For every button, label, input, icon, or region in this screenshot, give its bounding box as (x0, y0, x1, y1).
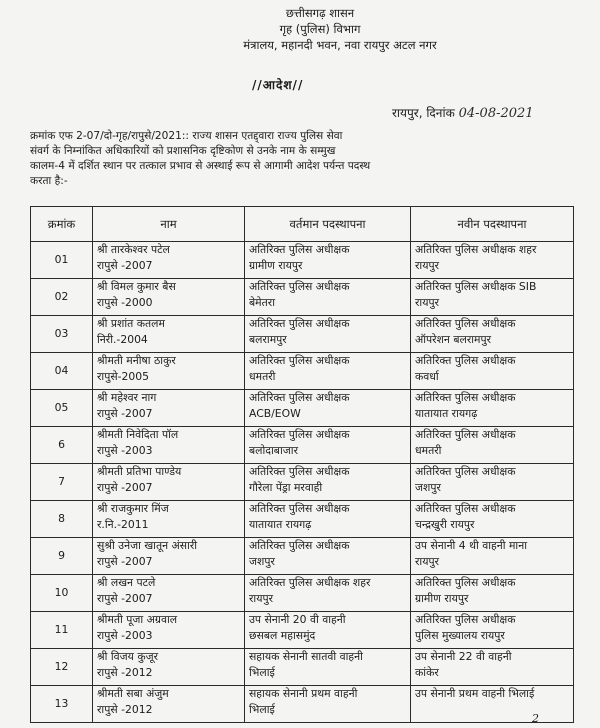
order-title: //आदेश// (252, 78, 304, 92)
table-row (31, 686, 574, 723)
cell-serial-line: 01 (54, 253, 69, 266)
cell-current-posting-line: अतिरिक्त पुलिस अधीक्षक (249, 317, 350, 330)
cell-name-line: रापुसे -2000 (97, 296, 153, 309)
cell-serial-line: 6 (58, 438, 65, 451)
cell-name-line: रापुसे -2003 (97, 629, 153, 642)
cell-new-posting (411, 279, 574, 316)
cell-serial (31, 464, 93, 501)
cell-current-posting (245, 612, 411, 649)
header-serial: क्रमांक (31, 207, 93, 242)
cell-serial-line: 8 (58, 512, 65, 525)
date-label: रायपुर, दिनांक (392, 106, 455, 120)
cell-serial (31, 316, 93, 353)
cell-name-line: श्री विमल कुमार बैस (97, 280, 176, 293)
cell-name-line: रापुसे -2007 (97, 555, 153, 568)
cell-current-posting (245, 501, 411, 538)
cell-current-posting (245, 279, 411, 316)
cell-name (93, 427, 245, 464)
cell-new-posting-line: अतिरिक्त पुलिस अधीक्षक (415, 576, 516, 589)
cell-serial-line: 7 (58, 475, 65, 488)
cell-serial-line: 03 (54, 327, 69, 340)
header-current-posting: वर्तमान पदस्थापना (245, 207, 411, 242)
cell-new-posting (411, 686, 574, 723)
header-department: गृह (पुलिस) विभाग (279, 22, 361, 36)
table-row (31, 649, 574, 686)
cell-name-line: र.नि.-2011 (97, 518, 149, 531)
cell-name-line: रापुसे -2012 (97, 666, 153, 679)
cell-new-posting-line: रायपुर (415, 296, 440, 309)
cell-name-line: श्री राजकुमार मिंज (97, 502, 169, 515)
cell-new-posting-line: उप सेनानी 22 वी वाहनी (415, 650, 512, 663)
cell-current-posting (245, 538, 411, 575)
cell-name (93, 649, 245, 686)
cell-new-posting (411, 612, 574, 649)
cell-name-line: सुश्री उनेजा खातून अंसारी (97, 539, 198, 552)
date-value: 04-08-2021 (458, 106, 534, 121)
cell-serial (31, 353, 93, 390)
cell-name (93, 279, 245, 316)
table-row (31, 501, 574, 538)
cell-current-posting-line: अतिरिक्त पुलिस अधीक्षक (249, 539, 350, 552)
cell-serial-line: 10 (54, 586, 69, 599)
cell-current-posting-line: अतिरिक्त पुलिस अधीक्षक (249, 280, 350, 293)
table-row (31, 612, 574, 649)
cell-current-posting-line: उप सेनानी 20 वी वाहनी (249, 613, 346, 626)
cell-name (93, 464, 245, 501)
cell-name (93, 316, 245, 353)
cell-current-posting (245, 242, 411, 279)
transfer-table (30, 206, 574, 723)
cell-new-posting-line: रायपुर (415, 259, 440, 272)
table-body (31, 242, 574, 723)
cell-name-line: श्रीमती प्रतिभा पाण्डेय (97, 465, 182, 478)
paragraph-line: संवर्ग के निम्नांकित अधिकारियों को प्रशासनिक दृष्टिकोण से उनके नाम के सम्मुख (30, 145, 336, 157)
cell-new-posting-line: रायपुर (415, 555, 440, 568)
table-row (31, 464, 574, 501)
cell-current-posting-line: बेमेतरा (249, 296, 275, 309)
cell-name (93, 538, 245, 575)
cell-name-line: रापुसे -2007 (97, 407, 153, 420)
cell-new-posting-line: अतिरिक्त पुलिस अधीक्षक (415, 428, 516, 441)
paragraph-line: कालम-4 में दर्शित स्थान पर तत्काल प्रभाव से अस्थाई रूप से आगामी आदेश पर्यन्त पदस्थ (30, 160, 371, 172)
cell-serial-line: 05 (54, 401, 69, 414)
order-paragraph (30, 129, 572, 189)
cell-serial (31, 279, 93, 316)
cell-new-posting-line: अतिरिक्त पुलिस अधीक्षक (415, 613, 516, 626)
cell-serial (31, 242, 93, 279)
cell-new-posting-line: उप सेनानी 4 थी वाहनी माना (415, 539, 528, 552)
cell-name-line: श्रीमती पूजा अग्रवाल (97, 613, 178, 626)
cell-current-posting-line: अतिरिक्त पुलिस अधीक्षक (249, 243, 350, 256)
cell-new-posting-line: अतिरिक्त पुलिस अधीक्षक (415, 465, 516, 478)
cell-new-posting-line: कांकेर (415, 666, 439, 679)
cell-current-posting-line: ग्रामीण रायपुर (249, 259, 303, 272)
cell-current-posting-line: भिलाई (249, 703, 275, 716)
cell-name-line: रापुसे -2007 (97, 481, 153, 494)
table-header-row (31, 207, 574, 242)
table-row (31, 279, 574, 316)
cell-serial-line: 9 (58, 549, 65, 562)
cell-current-posting-line: भिलाई (249, 666, 275, 679)
cell-name-line: रापुसे-2005 (97, 370, 150, 383)
table-row (31, 242, 574, 279)
cell-new-posting (411, 390, 574, 427)
order-date (392, 104, 534, 121)
cell-name-line: रापुसे -2003 (97, 444, 153, 457)
cell-serial-line: 12 (54, 660, 69, 673)
cell-new-posting-line: धमतरी (415, 444, 442, 457)
table-row (31, 353, 574, 390)
table-row (31, 427, 574, 464)
cell-new-posting-line: अतिरिक्त पुलिस अधीक्षक SIB (415, 280, 537, 293)
cell-new-posting-line: अतिरिक्त पुलिस अधीक्षक (415, 502, 516, 515)
cell-current-posting-line: अतिरिक्त पुलिस अधीक्षक (249, 502, 350, 515)
cell-name-line: रापुसे -2007 (97, 592, 153, 605)
cell-serial-line: 04 (54, 364, 69, 377)
table-row (31, 538, 574, 575)
cell-current-posting-line: बलोदाबाजार (249, 444, 298, 457)
cell-current-posting-line: सहायक सेनानी प्रथम वाहनी (249, 687, 358, 700)
cell-current-posting (245, 575, 411, 612)
cell-serial (31, 427, 93, 464)
header-new-posting: नवीन पदस्थापना (411, 207, 574, 242)
cell-name-line: श्री विजय कुजूर (97, 650, 159, 663)
cell-name-line: श्री महेश्वर नाग (97, 391, 157, 404)
cell-current-posting-line: अतिरिक्त पुलिस अधीक्षक शहर (249, 576, 371, 589)
cell-current-posting-line: अतिरिक्त पुलिस अधीक्षक (249, 354, 350, 367)
paragraph-line: करता है:- (30, 175, 68, 187)
header-government: छत्तीसगढ़ शासन (285, 6, 355, 20)
cell-serial (31, 501, 93, 538)
cell-new-posting (411, 242, 574, 279)
cell-current-posting-line: रायपुर (249, 592, 274, 605)
cell-name (93, 242, 245, 279)
cell-name (93, 612, 245, 649)
cell-new-posting-line: अतिरिक्त पुलिस अधीक्षक (415, 391, 516, 404)
cell-serial (31, 538, 93, 575)
cell-new-posting-line: ग्रामीण रायपुर (415, 592, 469, 605)
cell-name (93, 390, 245, 427)
cell-name (93, 686, 245, 723)
cell-serial (31, 649, 93, 686)
cell-name-line: श्रीमती मनीषा ठाकुर (97, 354, 176, 367)
cell-current-posting (245, 316, 411, 353)
table-row (31, 390, 574, 427)
cell-name-line: श्री प्रशांत कतलम (97, 317, 165, 330)
cell-name-line: रापुसे -2012 (97, 703, 153, 716)
cell-name-line: रापुसे -2007 (97, 259, 153, 272)
cell-new-posting-line: यातायात रायगढ़ (415, 407, 478, 420)
cell-new-posting-line: उप सेनानी प्रथम वाहनी भिलाई (415, 687, 535, 700)
cell-new-posting-line: अतिरिक्त पुलिस अधीक्षक (415, 354, 516, 367)
cell-name-line: निरी.-2004 (97, 333, 148, 346)
cell-new-posting (411, 353, 574, 390)
cell-name-line: श्रीमती सबा अंजुम (97, 687, 169, 700)
cell-current-posting (245, 686, 411, 723)
cell-new-posting (411, 316, 574, 353)
header-name: नाम (93, 207, 245, 242)
table-row (31, 316, 574, 353)
cell-new-posting (411, 464, 574, 501)
cell-new-posting (411, 427, 574, 464)
cell-current-posting-line: बलरामपुर (249, 333, 287, 346)
cell-new-posting-line: अतिरिक्त पुलिस अधीक्षक (415, 317, 516, 330)
page-number: 2 (532, 712, 539, 725)
cell-new-posting (411, 501, 574, 538)
cell-new-posting (411, 649, 574, 686)
cell-serial-line: 11 (54, 623, 69, 636)
cell-new-posting-line: अतिरिक्त पुलिस अधीक्षक शहर (415, 243, 537, 256)
cell-serial-line: 13 (54, 697, 69, 710)
cell-new-posting (411, 575, 574, 612)
paragraph-line: क्रमांक एफ 2-07/दो-गृह/रापुसे/2021:: राज्य शासन एतद्द्वारा राज्य पुलिस सेवा (30, 130, 343, 142)
cell-current-posting-line: जशपुर (249, 555, 275, 568)
cell-current-posting-line: अतिरिक्त पुलिस अधीक्षक (249, 391, 350, 404)
cell-current-posting-line: अतिरिक्त पुलिस अधीक्षक (249, 428, 350, 441)
cell-new-posting-line: कवर्धा (415, 370, 439, 383)
cell-new-posting-line: ऑपरेशन बलरामपुर (415, 333, 492, 346)
cell-current-posting (245, 390, 411, 427)
table-row (31, 575, 574, 612)
cell-new-posting-line: पुलिस मुख्यालय रायपुर (415, 629, 505, 642)
cell-new-posting-line: जशपुर (415, 481, 441, 494)
cell-name (93, 501, 245, 538)
cell-serial (31, 575, 93, 612)
cell-current-posting-line: धमतरी (249, 370, 276, 383)
cell-name-line: श्री तारकेश्वर पटेल (97, 243, 170, 256)
cell-current-posting-line: ACB/EOW (249, 407, 301, 420)
cell-current-posting-line: यातायात रायगढ़ (249, 518, 312, 531)
cell-name (93, 353, 245, 390)
cell-serial-line: 02 (54, 290, 69, 303)
cell-current-posting (245, 649, 411, 686)
cell-serial (31, 686, 93, 723)
cell-current-posting-line: छसबल महासमुंद (249, 629, 316, 642)
cell-new-posting-line: चन्द्रखुरी रायपुर (415, 518, 475, 531)
cell-serial (31, 390, 93, 427)
cell-name-line: श्री लखन पटले (97, 576, 156, 589)
header-address: मंत्रालय, महानदी भवन, नवा रायपुर अटल नगर (243, 38, 437, 52)
cell-current-posting (245, 464, 411, 501)
cell-current-posting-line: अतिरिक्त पुलिस अधीक्षक (249, 465, 350, 478)
cell-current-posting (245, 353, 411, 390)
cell-current-posting (245, 427, 411, 464)
cell-current-posting-line: गौरेला पेंड्रा मरवाही (249, 481, 323, 494)
cell-name (93, 575, 245, 612)
cell-current-posting-line: सहायक सेनानी सातवी वाहनी (249, 650, 363, 663)
cell-new-posting (411, 538, 574, 575)
cell-name-line: श्रीमती निवेदिता पॉल (97, 428, 179, 441)
cell-serial (31, 612, 93, 649)
